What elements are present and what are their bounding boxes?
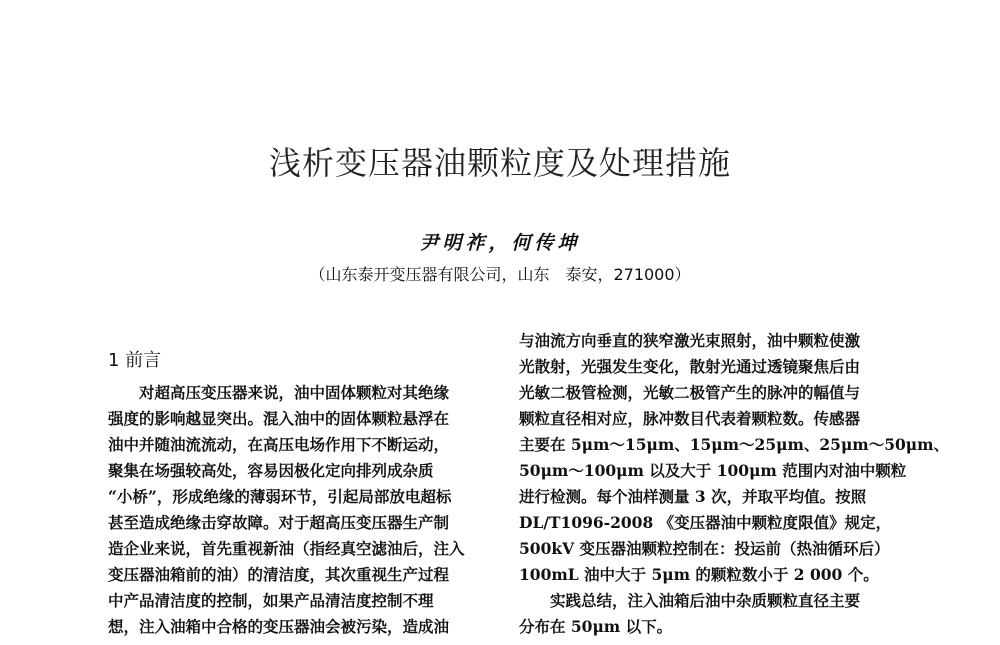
body-line: 与油流方向垂直的狭窄激光束照射，油中颗粒使激 <box>519 331 861 350</box>
body-line: 实践总结，注入油箱后油中杂质颗粒直径主要 <box>519 591 861 610</box>
body-line: 主要在 5μm～15μm、15μm～25μm、25μm～50μm、 <box>519 435 950 454</box>
body-line: 进行检测。每个油样测量 3 次，并取平均值。按照 <box>519 487 867 506</box>
body-line: 强度的影响越显突出。混入油中的固体颗粒悬浮在 <box>108 409 450 428</box>
body-line: 50μm～100μm 以及大于 100μm 范围内对油中颗粒 <box>519 461 907 480</box>
author-names: 尹明祚，何传坤 <box>419 232 581 254</box>
author-affiliation: （山东泰开变压器有限公司，山东 泰安，271000） <box>309 265 691 284</box>
body-line: 颗粒直径相对应，脉冲数目代表着颗粒数。传感器 <box>519 409 861 428</box>
body-line: 变压器油箱前的油）的清洁度，其次重视生产过程 <box>108 565 450 584</box>
body-line: “小桥”，形成绝缘的薄弱环节，引起局部放电超标 <box>108 487 452 506</box>
body-line: 分布在 50μm 以下。 <box>519 617 673 636</box>
body-line: 光散射，光强发生变化，散射光通过透镜聚焦后由 <box>519 357 861 376</box>
body-line: DL/T1096-2008 《变压器油中颗粒度限值》规定， <box>519 513 892 532</box>
body-line: 造企业来说，首先重视新油（指经真空滤油后，注入 <box>108 539 465 558</box>
body-line: 对超高压变压器来说，油中固体颗粒对其绝缘 <box>108 383 450 402</box>
body-line: 聚集在场强较高处，容易因极化定向排列成杂质 <box>108 461 434 480</box>
body-line: 100mL 油中大于 5μm 的颗粒数小于 2 000 个。 <box>519 565 879 584</box>
section-heading: 1 前言 <box>108 350 162 371</box>
body-line: 中产品清洁度的控制，如果产品清洁度控制不理 <box>108 591 434 610</box>
body-line: 甚至造成绝缘击穿故障。对于超高压变压器生产制 <box>108 513 450 532</box>
body-line: 油中并随油流流动，在高压电场作用下不断运动， <box>108 435 450 454</box>
body-line: 光敏二极管检测，光敏二极管产生的脉冲的幅值与 <box>519 383 861 402</box>
paper-title: 浅析变压器油颗粒度及处理措施 <box>268 144 731 182</box>
body-line: 想，注入油箱中合格的变压器油会被污染，造成油 <box>108 617 450 636</box>
body-line: 500kV 变压器油颗粒控制在：投运前（热油循环后） <box>519 539 890 558</box>
